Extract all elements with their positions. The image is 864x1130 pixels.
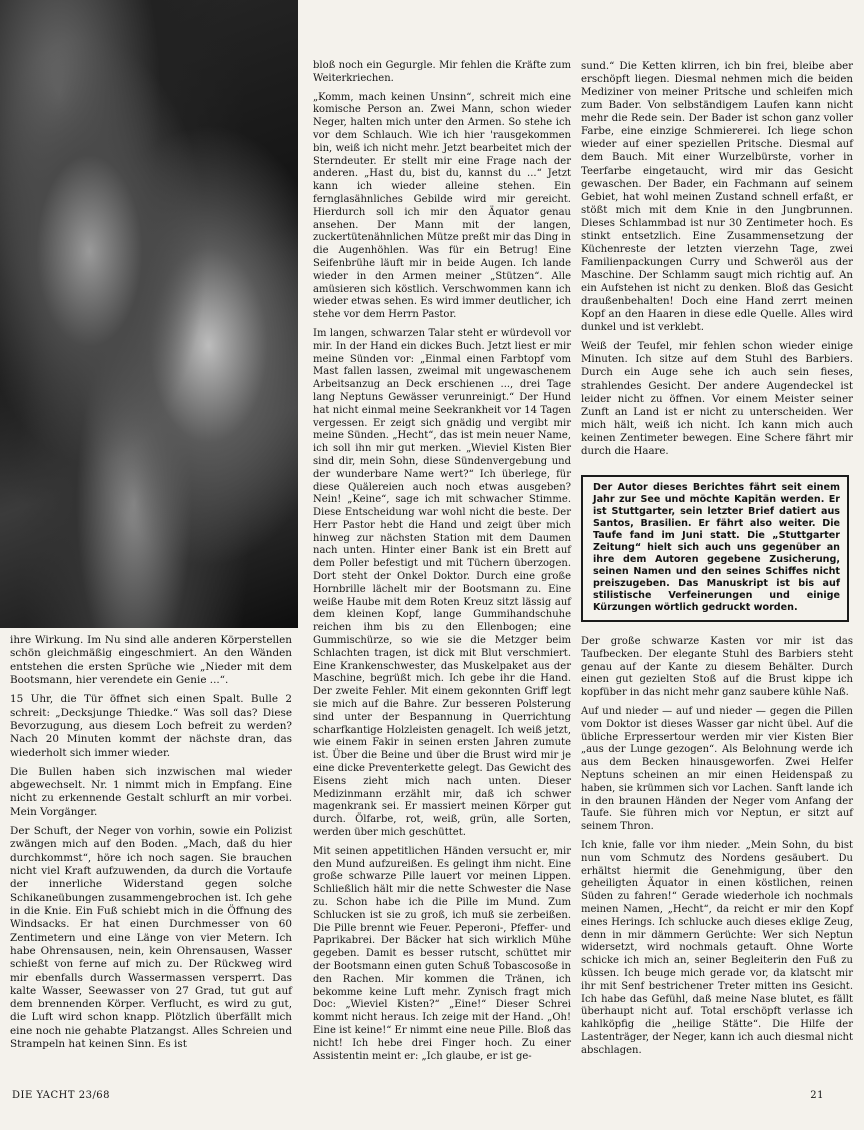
paragraph: Weiß der Teufel, mir fehlen schon wieder einige Minuten. Ich sitze auf dem Stuhl des Barbiers. Durch ein Auge sehe ich auch sein fieses, strahlendes Gesicht. Der andere Augendeckel ist leider nicht zu öffnen. Vor einem Meister seiner Zunft an Land ist er nicht zu unterscheiden. Wer mich hält, weiß ich nicht. Ich kann mich auch keinen Zentimeter bewegen. Eine Schere fährt mir durch die Haare. xyxy=(581,341,853,457)
photograph xyxy=(0,0,298,628)
paragraph: Ich knie, falle vor ihm nieder. „Mein Sohn, du bist nun vom Schmutz des Nordens gesäubert. Du erhältst hiermit die Genehmigung, über den geheiligten Äquator in einen köstlichen, reinen Süden zu fahren!“ Gerade wiederhole ich nochmals meinen Namen, „Hecht“, da reicht er mir den Kopf eines Herings. Ich schlucke auch dieses eklige Zeug, denn in mir dämmern Gerüchte: Wer sich Neptun widersetzt, wird nochmals getauft. Ohne Worte schicke ich mich an, seiner Begleiterin den Fuß zu küssen. Ich beuge mich gerade vor, da klatscht mir ihr mit Senf bestrichener Treter mitten ins Gesicht. Ich habe das Gefühl, daß meine Nase blutet, es fällt überhaupt nicht auf. Total erschöpft verlasse ich kahlköpfig die „heilige Stätte“. Die Hilfe der Lastenträger, der Neger, kann ich auch diesmal nicht abschlagen. xyxy=(581,839,853,1056)
paragraph: bloß noch ein Gegurgle. Mir fehlen die Kräfte zum Weiterkriechen. xyxy=(313,60,571,84)
article-column-right-bottom xyxy=(581,636,853,1064)
article-column-middle xyxy=(313,60,571,1069)
paragraph: Die Bullen haben sich inzwischen mal wieder abgewechselt. Nr. 1 nimmt mich in Empfang. Eine nicht zu erkennende Gestalt schlurft an mir vorbei. Mein Vorgänger. xyxy=(10,765,292,818)
paragraph: „Komm, mach keinen Unsinn“, schreit mich eine komische Person an. Zwei Mann, schon wieder Neger, halten mich unter den Armen. So stehe ich vor dem Schlauch. Wie ich hier 'rausgekommen bin, weiß ich nicht mehr. Jetzt bearbeitet mich der Sterndeuter. Er stellt mir eine Frage nach der anderen. „Hast du, bist du, kannst du ...“ Jetzt kann ich wieder alleine stehen. Ein fernglasähnliches Gebilde wird mir gereicht. Hierdurch soll ich mir den Äquator genau ansehen. Der Mann mit der langen, zuckertütenähnlichen Mütze preßt mir das Ding in die Augenhöhlen. Was für ein Betrug! Eine Seifenbrühe läuft mir in beide Augen. Ich lande wieder in den Armen meiner „Stützen“. Alle amüsieren sich köstlich. Verschwommen kann ich wieder etwas sehen. Es wird immer deutlicher, ich stehe vor dem Herrn Pastor. xyxy=(313,91,571,321)
paragraph: sund.“ Die Ketten klirren, ich bin frei, bleibe aber erschöpft liegen. Diesmal nehmen mich die beiden Mediziner von meiner Pritsche und schleifen mich zum Bader. Von selbständigem Laufen kann nicht mehr die Rede sein. Der Bader ist schon ganz voller Farbe, eine einzige Schmiererei. Ich liege schon wieder auf einer speziellen Pritsche. Diesmal auf dem Bauch. Mit einer Wurzelbürste, vorher in Teerfarbe eingetaucht, wird mir das Gesicht gewaschen. Der Bader, ein Fachmann auf seinem Gebiet, hat wohl meinen Zustand schnell erfaßt, er stößt mich mit dem Knie in den Jungbrunnen. Dieses Schlammbad ist nur 30 Zentimeter hoch. Es stinkt entsetzlich. Eine Zusammensetzung der Küchenreste der letzten vierzehn Tage, zwei Familienpackungen Curry und Schweröl aus der Maschine. Der Schlamm saugt mich richtig auf. An ein Aufstehen ist nicht zu denken. Bloß das Gesicht draußenbehalten! Doch eine Hand zerrt meinen Kopf an den Haaren in diese edle Quelle. Alles wird dunkel und ist verklebt. xyxy=(581,61,853,334)
article-column-left xyxy=(10,634,292,1057)
paragraph: Der große schwarze Kasten vor mir ist das Taufbecken. Der elegante Stuhl des Barbiers steht genau auf der Kante zu diesem Behälter. Durch einen gut gezielten Stoß auf die Brust kippe ich kopfüber in das nicht mehr ganz saubere kühle Naß. xyxy=(581,636,853,699)
paragraph: ihre Wirkung. Im Nu sind alle anderen Körperstellen schön gleichmäßig eingeschmiert. An den Wänden entstehen die ersten Sprüche wie „Nieder mit dem Bootsmann, hier verendete ein Genie ...“. xyxy=(10,634,292,686)
publication-footer: DIE YACHT 23/68 xyxy=(12,1090,111,1101)
author-notice-box: Der Autor dieses Berichtes fährt seit einem Jahr zur See und möchte Kapitän werden. Er ist Stuttgarter, sein letzter Brief datiert aus Santos, Brasilien. Er fährt also weiter. Die Taufe fand im Juni statt. Die „Stuttgarter Zeitung“ hielt sich auch uns gegenüber an ihre dem Autoren gegebene Zusicherung, seinen Namen und den seines Schiffes nicht preiszugeben. Das Manuskript ist bis auf stilistische Verfeinerungen und einige Kürzungen wörtlich gedruckt worden. xyxy=(581,475,849,622)
page-number: 21 xyxy=(810,1090,824,1101)
paragraph: Mit seinen appetitlichen Händen versucht er, mir den Mund aufzureißen. Es gelingt ihm nicht. Eine große schwarze Pille lauert vor meinen Lippen. Schließlich hält mir die nette Schwester die Nase zu. Schon habe ich die Pille im Mund. Zum Schlucken ist sie zu groß, ich muß sie zerbeißen. Die Pille brennt wie Feuer. Peperoni-, Pfeffer- und Paprikabrei. Der Bäcker hat sich wirklich Mühe gegeben. Damit es besser rutscht, schüttet mir der Bootsmann einen guten Schuß Tobascosoße in den Rachen. Mir kommen die Tränen, ich bekomme keine Luft mehr. Zynisch fragt mich Doc: „Wieviel Kisten?“ „Eine!“ Dieser Schrei kommt nicht heraus. Ich zeige mit der Hand. „Oh! Eine ist keine!“ Er nimmt eine neue Pille. Bloß das nicht! Ich hebe drei Finger hoch. Zu einer Assistentin meint er: „Ich glaube, er ist ge- xyxy=(313,845,571,1062)
paragraph: Auf und nieder — auf und nieder — gegen die Pillen vom Doktor ist dieses Wasser gar nicht übel. Auf die übliche Erpressertour werden mir vier Kisten Bier „aus der Lunge gezogen“. Als Belohnung werde ich aus dem Becken hinausgeworfen. Zwei Helfer Neptuns scheinen an mir einen Heidenspaß zu haben, sie krümmen sich vor Lachen. Sanft lande ich in den braunen Händen der Neger vom Anfang der Taufe. Sie führen mich vor Neptun, er sitzt auf seinem Thron. xyxy=(581,705,853,833)
paragraph: 15 Uhr, die Tür öffnet sich einen Spalt. Bulle 2 schreit: „Decksjunge Thiedke.“ Was soll das? Diese Bevorzugung, aus diesem Loch befreit zu werden? Nach 20 Minuten kommt der nächste dran, das wiederholt sich immer wieder. xyxy=(10,693,292,759)
paragraph: Der Schuft, der Neger von vorhin, sowie ein Polizist zwängen mich auf den Boden. „Mach, daß du hier durchkommst“, höre ich noch sagen. Sie brauchen nicht viel Kraft aufzuwenden, da durch die Vortaufe der innerliche Widerstand gegen solche Schikaneübungen zusammengebrochen ist. Ich gehe in die Knie. Ein Fuß schiebt mich in die Öffnung des Windsacks. Er hat einen Durchmesser von 60 Zentimetern und eine Länge von vier Metern. Ich habe Ohrensausen, nein, kein Ohrensausen, Wasser schießt von ferne auf mich zu. Der Rückweg wird mir ebenfalls durch Wassermassen versperrt. Das kalte Wasser, Seewasser von 27 Grad, tut gut auf dem brennenden Körper. Verflucht, es wird zu gut, die Luft wird schon knapp. Plötzlich überfällt mich eine noch nie gehabte Platzangst. Alles Schreien und Strampeln hat keinen Sinn. Es ist xyxy=(10,825,292,1051)
paragraph: Im langen, schwarzen Talar steht er würdevoll vor mir. In der Hand ein dickes Buch. Jetzt liest er mir meine Sünden vor: „Einmal einen Farbtopf vom Mast fallen lassen, zweimal mit ungewaschenem Arbeitsanzug an Deck erschienen ..., drei Tage lang Neptuns Gewässer verunreinigt.“ Der Hund hat nicht einmal meine Seekrankheit vor 14 Tagen vergessen. Er zeigt sich gnädig und vergibt mir meine Sünden. „Hecht“, das ist mein neuer Name, ich soll ihn mir gut merken. „Wieviel Kisten Bier sind dir, mein Sohn, diese Sündenvergebung und der wunderbare Name wert?“ Ich überlege, für diese Quälereien auch noch etwas ausgeben? Nein! „Keine“, sage ich mit schwacher Stimme. Diese Entscheidung war wohl nicht die beste. Der Herr Pastor hebt die Hand und zeigt über mich hinweg zur nächsten Station mit dem Daumen nach unten. Hinter einer Bank ist ein Brett auf dem Poller befestigt und mit Tüchern überzogen. Dort steht der Onkel Doktor. Durch eine große Hornbrille lächelt mir der Bootsmann zu. Eine weiße Haube mit dem Roten Kreuz sitzt lässig auf dem kleinen Kopf, lange Gummihandschuhe reichen ihm bis zu den Ellenbogen; eine Gummischürze, so wie sie die Metzger beim Schlachten tragen, ist dick mit Blut verschmiert. Eine Krankenschwester, das Muskelpaket aus der Maschine, begrüßt mich. Ich gebe ihr die Hand. Der zweite Fehler. Mit einem gekonnten Griff legt sie mich auf die Bahre. Zur besseren Polsterung sind unter der Bespannung in Querrichtung scharfkantige Holzleisten genagelt. Ich weiß jetzt, wie einem Fakir in seinen ersten Jahren zumute ist. Über die Beine und über die Brust wird mir je eine dicke Preventerkette gelegt. Das Gewicht des Eisens zieht mich nach unten. Dieser Medizinmann erzählt mir, daß ich schwer magenkrank sei. Er massiert meinen Körper gut durch. Ölfarbe, rot, weiß, grün, alle Sorten, werden über mich geschüttet. xyxy=(313,327,571,839)
article-column-right-top xyxy=(581,60,853,464)
